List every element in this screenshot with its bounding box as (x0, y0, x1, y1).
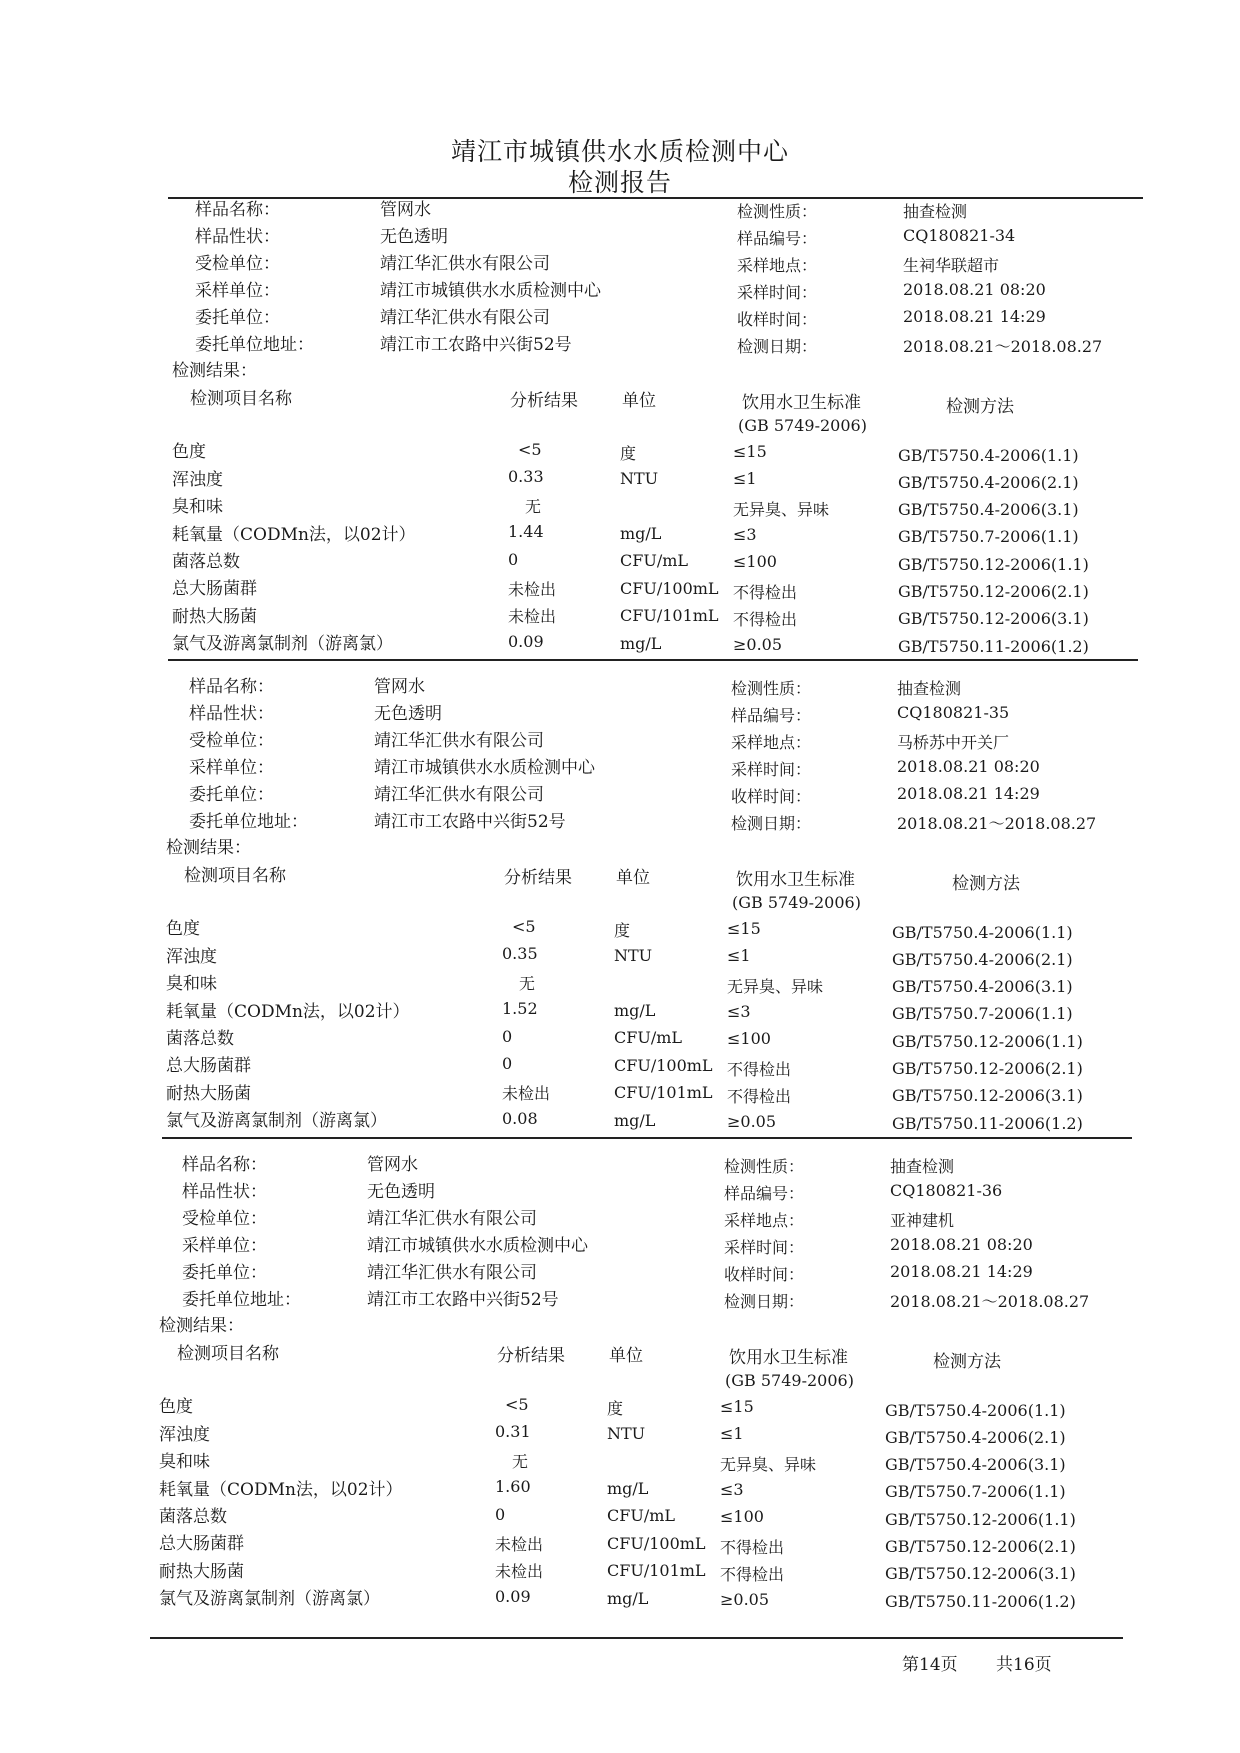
item-result: 0.35 (502, 944, 538, 963)
field-value: 管网水 (374, 677, 425, 697)
item-result: 0.09 (495, 1587, 531, 1606)
item-result: 1.60 (495, 1477, 531, 1496)
field-value: 2018.08.21 08:20 (903, 280, 1046, 299)
field-value: 2018.08.21～2018.08.27 (890, 1292, 1090, 1311)
item-result: 无 (512, 1452, 529, 1471)
item-name: 菌落总数 (166, 1029, 234, 1049)
item-result: 1.52 (502, 999, 538, 1018)
item-unit: mg/L (614, 1001, 656, 1020)
item-standard: 无异臭、异味 (720, 1455, 817, 1474)
field-label: 检测性质： (737, 202, 818, 221)
field-label: 样品编号： (737, 229, 818, 248)
field-label: 委托单位地址： (182, 1290, 301, 1310)
item-method: GB/T5750.12-2006(2.1) (898, 582, 1089, 601)
item-name: 色度 (159, 1397, 193, 1417)
field-label: 样品名称： (195, 200, 280, 220)
field-value: 靖江华汇供水有限公司 (374, 785, 544, 805)
results-label: 检测结果： (166, 838, 251, 858)
field-label: 收样时间： (737, 310, 818, 329)
item-standard: 不得检出 (733, 610, 798, 629)
item-result: 0.08 (502, 1109, 538, 1128)
field-label: 样品名称： (182, 1155, 267, 1175)
item-name: 色度 (166, 919, 200, 939)
item-standard: ≥0.05 (733, 635, 783, 654)
col-header-result: 分析结果 (497, 1346, 565, 1366)
item-result: 0.31 (495, 1422, 531, 1441)
field-label: 样品性状： (189, 704, 274, 724)
field-label: 采样时间： (731, 760, 812, 779)
item-standard: ≤15 (720, 1397, 754, 1416)
field-label: 委托单位地址： (195, 335, 314, 355)
item-name: 耐热大肠菌 (166, 1084, 251, 1104)
field-label: 检测性质： (724, 1157, 805, 1176)
field-label: 采样时间： (737, 283, 818, 302)
col-header-standard: 饮用水卫生标准 (729, 1348, 848, 1368)
field-label: 样品名称： (189, 677, 274, 697)
col-header-result: 分析结果 (510, 391, 578, 411)
item-name: 总大肠菌群 (172, 579, 257, 599)
item-result: 未检出 (508, 580, 557, 599)
item-unit: mg/L (607, 1589, 649, 1608)
item-standard: ≤3 (720, 1480, 744, 1499)
item-method: GB/T5750.4-2006(3.1) (898, 500, 1079, 519)
item-standard: 不得检出 (727, 1060, 792, 1079)
field-label: 委托单位地址： (189, 812, 308, 832)
item-name: 色度 (172, 442, 206, 462)
field-label: 委托单位： (195, 308, 280, 328)
item-method: GB/T5750.11-2006(1.2) (892, 1114, 1083, 1133)
item-result: <5 (505, 1395, 529, 1414)
item-standard: ≤100 (733, 552, 777, 571)
field-value: 靖江华汇供水有限公司 (367, 1209, 537, 1229)
col-header-method: 检测方法 (946, 397, 1014, 417)
item-unit: CFU/101mL (607, 1561, 706, 1580)
item-unit: mg/L (614, 1111, 656, 1130)
field-value: 生祠华联超市 (903, 256, 1000, 275)
field-label: 采样单位： (182, 1236, 267, 1256)
item-unit: CFU/100mL (607, 1534, 706, 1553)
results-label: 检测结果： (172, 361, 257, 381)
item-standard: ≤1 (733, 469, 757, 488)
item-method: GB/T5750.4-2006(3.1) (892, 977, 1073, 996)
item-standard: ≤3 (733, 525, 757, 544)
item-name: 耗氧量（CODMn法，以02计） (172, 525, 416, 545)
item-name: 氯气及游离氯制剂（游离氯） (172, 634, 393, 654)
item-result: <5 (518, 440, 542, 459)
item-unit: mg/L (607, 1479, 649, 1498)
page-total: 共16页 (996, 1655, 1052, 1675)
field-value: 无色透明 (374, 704, 442, 724)
field-value: 2018.08.21 14:29 (890, 1262, 1033, 1281)
item-name: 耗氧量（CODMn法，以02计） (166, 1002, 410, 1022)
item-result: 无 (525, 497, 542, 516)
field-value: 靖江华汇供水有限公司 (380, 254, 550, 274)
item-result: 未检出 (508, 607, 557, 626)
item-method: GB/T5750.4-2006(1.1) (885, 1401, 1066, 1420)
item-standard: ≤3 (727, 1002, 751, 1021)
field-label: 委托单位： (189, 785, 274, 805)
field-value: 2018.08.21～2018.08.27 (897, 814, 1097, 833)
field-label: 检测性质： (731, 679, 812, 698)
item-result: <5 (512, 917, 536, 936)
item-result: 无 (519, 974, 536, 993)
item-unit: NTU (614, 946, 653, 965)
field-label: 检测日期： (724, 1292, 805, 1311)
item-standard: ≤1 (720, 1424, 744, 1443)
col-header-method: 检测方法 (933, 1352, 1001, 1372)
item-unit: CFU/101mL (620, 606, 719, 625)
field-value: 靖江市工农路中兴街52号 (374, 812, 566, 832)
field-label: 采样单位： (195, 281, 280, 301)
item-method: GB/T5750.12-2006(1.1) (885, 1510, 1076, 1529)
item-method: GB/T5750.4-2006(2.1) (892, 950, 1073, 969)
item-method: GB/T5750.12-2006(3.1) (885, 1564, 1076, 1583)
sample-block (0, 955, 1090, 1611)
field-value: 2018.08.21 14:29 (897, 784, 1040, 803)
field-value: 靖江市工农路中兴街52号 (380, 335, 572, 355)
field-value: 2018.08.21～2018.08.27 (903, 337, 1103, 356)
field-value: 管网水 (380, 200, 431, 220)
field-value: 管网水 (367, 1155, 418, 1175)
field-label: 采样地点： (737, 256, 818, 275)
field-value: 抽查检测 (903, 202, 968, 221)
item-method: GB/T5750.12-2006(2.1) (885, 1537, 1076, 1556)
field-label: 样品编号： (724, 1184, 805, 1203)
item-name: 总大肠菌群 (166, 1056, 251, 1076)
item-name: 浑浊度 (172, 470, 223, 490)
item-standard: ≤15 (733, 442, 767, 461)
item-name: 臭和味 (159, 1452, 210, 1472)
sample-block (0, 477, 1097, 1133)
item-name: 耐热大肠菌 (159, 1562, 244, 1582)
item-name: 菌落总数 (159, 1507, 227, 1527)
item-unit: CFU/100mL (620, 579, 719, 598)
item-unit: NTU (607, 1424, 646, 1443)
item-method: GB/T5750.4-2006(3.1) (885, 1455, 1066, 1474)
item-result: 0.33 (508, 467, 544, 486)
item-method: GB/T5750.11-2006(1.2) (885, 1592, 1076, 1611)
item-method: GB/T5750.7-2006(1.1) (892, 1004, 1073, 1023)
field-label: 受检单位： (182, 1209, 267, 1229)
item-standard: 不得检出 (733, 583, 798, 602)
item-result: 0 (502, 1027, 513, 1046)
item-result: 未检出 (502, 1084, 551, 1103)
item-method: GB/T5750.12-2006(3.1) (892, 1086, 1083, 1105)
item-standard: 不得检出 (727, 1087, 792, 1106)
col-header-standard-ref: (GB 5749-2006) (738, 416, 867, 435)
field-label: 采样时间： (724, 1238, 805, 1257)
item-unit: 度 (607, 1399, 624, 1418)
sample-block (0, 0, 1103, 656)
item-result: 未检出 (495, 1562, 544, 1581)
field-value: 亚神建机 (890, 1211, 955, 1230)
field-label: 收样时间： (724, 1265, 805, 1284)
field-value: 靖江市工农路中兴街52号 (367, 1290, 559, 1310)
item-method: GB/T5750.12-2006(3.1) (898, 609, 1089, 628)
field-value: 2018.08.21 08:20 (897, 757, 1040, 776)
report-title-org: 靖江市城镇供水水质检测中心 (450, 137, 789, 166)
item-method: GB/T5750.12-2006(2.1) (892, 1059, 1083, 1078)
field-label: 检测日期： (731, 814, 812, 833)
col-header-unit: 单位 (616, 868, 650, 888)
field-label: 样品性状： (182, 1182, 267, 1202)
item-name: 臭和味 (166, 974, 217, 994)
field-value: CQ180821-34 (903, 226, 1016, 245)
report-title: 检测报告 (567, 168, 672, 197)
field-label: 样品编号： (731, 706, 812, 725)
field-label: 采样地点： (731, 733, 812, 752)
item-name: 耗氧量（CODMn法，以02计） (159, 1480, 403, 1500)
field-label: 收样时间： (731, 787, 812, 806)
field-value: 靖江市城镇供水水质检测中心 (374, 758, 595, 778)
field-value: 靖江华汇供水有限公司 (367, 1263, 537, 1283)
item-name: 氯气及游离氯制剂（游离氯） (166, 1111, 387, 1131)
page-number: 第14页 (902, 1655, 958, 1675)
item-name: 总大肠菌群 (159, 1534, 244, 1554)
col-header-result: 分析结果 (504, 868, 572, 888)
item-unit: 度 (620, 444, 637, 463)
field-value: 马桥苏中开关厂 (897, 733, 1010, 752)
field-value: 2018.08.21 14:29 (903, 307, 1046, 326)
item-name: 臭和味 (172, 497, 223, 517)
item-method: GB/T5750.11-2006(1.2) (898, 637, 1089, 656)
field-value: 靖江市城镇供水水质检测中心 (380, 281, 601, 301)
field-label: 受检单位： (189, 731, 274, 751)
col-header-item: 检测项目名称 (184, 866, 286, 886)
item-method: GB/T5750.4-2006(2.1) (898, 473, 1079, 492)
item-result: 0 (508, 550, 519, 569)
col-header-item: 检测项目名称 (177, 1344, 279, 1364)
field-value: 靖江市城镇供水水质检测中心 (367, 1236, 588, 1256)
item-standard: ≤100 (727, 1029, 771, 1048)
item-result: 0 (502, 1054, 513, 1073)
item-standard: ≥0.05 (727, 1112, 777, 1131)
item-name: 氯气及游离氯制剂（游离氯） (159, 1589, 380, 1609)
item-result: 0 (495, 1505, 506, 1524)
field-label: 委托单位： (182, 1263, 267, 1283)
field-value: 抽查检测 (890, 1157, 955, 1176)
field-label: 采样地点： (724, 1211, 805, 1230)
item-method: GB/T5750.12-2006(1.1) (898, 555, 1089, 574)
item-method: GB/T5750.4-2006(1.1) (892, 923, 1073, 942)
item-unit: CFU/mL (607, 1506, 676, 1525)
col-header-standard-ref: (GB 5749-2006) (732, 893, 861, 912)
item-name: 浑浊度 (166, 947, 217, 967)
field-label: 检测日期： (737, 337, 818, 356)
item-unit: CFU/101mL (614, 1083, 713, 1102)
item-unit: CFU/mL (620, 551, 689, 570)
item-method: GB/T5750.12-2006(1.1) (892, 1032, 1083, 1051)
item-method: GB/T5750.4-2006(2.1) (885, 1428, 1066, 1447)
col-header-standard-ref: (GB 5749-2006) (725, 1371, 854, 1390)
field-label: 采样单位： (189, 758, 274, 778)
field-value: 靖江华汇供水有限公司 (380, 308, 550, 328)
item-result: 0.09 (508, 632, 544, 651)
field-value: CQ180821-35 (897, 703, 1010, 722)
item-standard: ≤1 (727, 946, 751, 965)
item-standard: 无异臭、异味 (727, 977, 824, 996)
field-value: 抽查检测 (897, 679, 962, 698)
field-label: 受检单位： (195, 254, 280, 274)
item-standard: ≤100 (720, 1507, 764, 1526)
field-value: 靖江华汇供水有限公司 (374, 731, 544, 751)
item-unit: NTU (620, 469, 659, 488)
item-unit: CFU/100mL (614, 1056, 713, 1075)
field-value: 2018.08.21 08:20 (890, 1235, 1033, 1254)
field-value: CQ180821-36 (890, 1181, 1003, 1200)
col-header-unit: 单位 (622, 391, 656, 411)
divider-bottom (150, 1637, 1123, 1639)
col-header-unit: 单位 (609, 1346, 643, 1366)
results-label: 检测结果： (159, 1316, 244, 1336)
item-unit: 度 (614, 921, 631, 940)
item-result: 1.44 (508, 522, 544, 541)
item-unit: CFU/mL (614, 1028, 683, 1047)
item-name: 耐热大肠菌 (172, 607, 257, 627)
item-standard: 不得检出 (720, 1565, 785, 1584)
item-unit: mg/L (620, 634, 662, 653)
item-name: 浑浊度 (159, 1425, 210, 1445)
item-method: GB/T5750.4-2006(1.1) (898, 446, 1079, 465)
item-unit: mg/L (620, 524, 662, 543)
item-name: 菌落总数 (172, 552, 240, 572)
col-header-standard: 饮用水卫生标准 (742, 393, 861, 413)
item-standard: ≥0.05 (720, 1590, 770, 1609)
item-standard: ≤15 (727, 919, 761, 938)
item-standard: 无异臭、异味 (733, 500, 830, 519)
item-method: GB/T5750.7-2006(1.1) (885, 1482, 1066, 1501)
item-standard: 不得检出 (720, 1538, 785, 1557)
field-value: 无色透明 (380, 227, 448, 247)
col-header-method: 检测方法 (952, 874, 1020, 894)
item-method: GB/T5750.7-2006(1.1) (898, 527, 1079, 546)
col-header-standard: 饮用水卫生标准 (736, 870, 855, 890)
field-value: 无色透明 (367, 1182, 435, 1202)
field-label: 样品性状： (195, 227, 280, 247)
item-result: 未检出 (495, 1535, 544, 1554)
col-header-item: 检测项目名称 (190, 389, 292, 409)
